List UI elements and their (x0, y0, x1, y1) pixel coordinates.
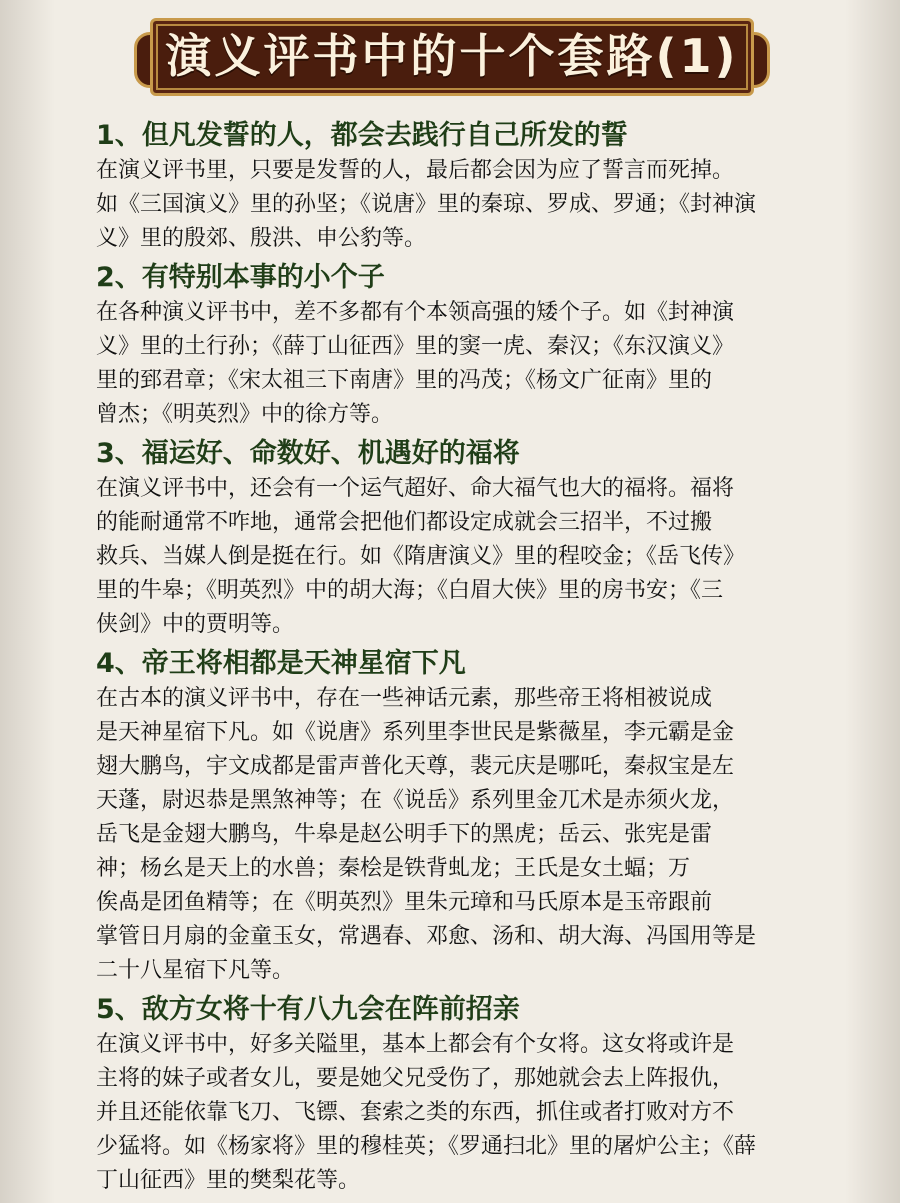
section-paragraph (96, 154, 812, 256)
paragraph-line: 二十八星宿下凡等。 (96, 958, 295, 983)
page-title: 演义评书中的十个套路(1) (165, 29, 739, 83)
paragraph-line: 义》里的殷郊、殷洪、申公豹等。 (96, 226, 427, 251)
paragraph-line: 里的郅君章；《宋太祖三下南唐》里的冯茂；《杨文广征南》里的 (96, 368, 713, 393)
paragraph-line: 翅大鹏鸟，宇文成都是雷声普化天尊，裴元庆是哪吒，秦叔宝是左 (96, 754, 735, 779)
paragraph-line: 曾杰；《明英烈》中的徐方等。 (96, 402, 394, 427)
section-heading: 5、敌方女将十有八九会在阵前招亲 (96, 994, 520, 1025)
paragraph-line: 的能耐通常不咋地，通常会把他们都设定成就会三招半，不过搬 (96, 510, 713, 535)
paragraph-line: 少猛将。如《杨家将》里的穆桂英；《罗通扫北》里的屠炉公主；《薛 (96, 1134, 757, 1159)
paragraph-line: 侠剑》中的贾明等。 (96, 612, 295, 637)
paragraph-line: 在演义评书里，只要是发誓的人，最后都会因为应了誓言而死掉。 (96, 158, 735, 183)
section-paragraph (96, 682, 812, 988)
title-banner (134, 18, 770, 96)
paragraph-line: 岳飞是金翅大鹏鸟，牛皋是赵公明手下的黑虎；岳云、张宪是雷 (96, 822, 713, 847)
paragraph-line: 天蓬，尉迟恭是黑煞神等；在《说岳》系列里金兀术是赤须火龙， (96, 788, 735, 813)
paragraph-line: 主将的妹子或者女儿，要是她父兄受伤了，那她就会去上阵报仇， (96, 1066, 735, 1091)
paragraph-line: 在演义评书中，还会有一个运气超好、命大福气也大的福将。福将 (96, 476, 735, 501)
section-heading: 2、有特别本事的小个子 (96, 262, 385, 293)
paragraph-line: 义》里的土行孙；《薛丁山征西》里的窦一虎、秦汉；《东汉演义》 (96, 334, 735, 359)
paragraph-line: 如《三国演义》里的孙坚；《说唐》里的秦琼、罗成、罗通；《封神演 (96, 192, 757, 217)
paragraph-line: 是天神星宿下凡。如《说唐》系列里李世民是紫薇星，李元霸是金 (96, 720, 735, 745)
paragraph-line: 救兵、当媒人倒是挺在行。如《隋唐演义》里的程咬金；《岳飞传》 (96, 544, 746, 569)
section-paragraph (96, 296, 812, 432)
paragraph-line: 在各种演义评书中，差不多都有个本领高强的矮个子。如《封神演 (96, 300, 735, 325)
section-paragraph (96, 1028, 812, 1198)
paragraph-line: 丁山征西》里的樊梨花等。 (96, 1168, 361, 1193)
section-heading: 3、福运好、命数好、机遇好的福将 (96, 438, 520, 469)
paragraph-line: 神；杨幺是天上的水兽；秦桧是铁背虬龙；王氏是女土蝠；万 (96, 856, 691, 881)
paragraph-line: 掌管日月扇的金童玉女，常遇春、邓愈、汤和、胡大海、冯国用等是 (96, 924, 757, 949)
section-heading: 1、但凡发誓的人，都会去践行自己所发的誓 (96, 120, 628, 151)
paragraph-line: 俟卨是团鱼精等；在《明英烈》里朱元璋和马氏原本是玉帝跟前 (96, 890, 713, 915)
article-body (96, 118, 812, 1202)
section-paragraph (96, 472, 812, 642)
paragraph-line: 并且还能依靠飞刀、飞镖、套索之类的东西，抓住或者打败对方不 (96, 1100, 735, 1125)
paragraph-line: 在古本的演义评书中，存在一些神话元素，那些帝王将相被说成 (96, 686, 713, 711)
paragraph-line: 在演义评书中，好多关隘里，基本上都会有个女将。这女将或许是 (96, 1032, 735, 1057)
section-heading: 4、帝王将相都是天神星宿下凡 (96, 648, 466, 679)
paragraph-line: 里的牛皋；《明英烈》中的胡大海；《白眉大侠》里的房书安；《三 (96, 578, 724, 603)
